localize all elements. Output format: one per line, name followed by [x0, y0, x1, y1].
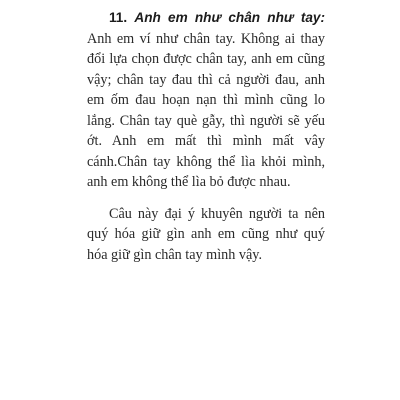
entry-body: Anh em ví như chân tay. Không ai thay đổi lựa chọn được chân tay, anh em cũng vậy; chân tay đau thì cả người đau, anh em ốm đau hoạn nạn thì mình cũng lo lắng. Chân tay què gẫy, thì người sẽ yếu ớt. Anh em mất thì mình mất vây cánh.Chân tay không thể lìa khỏi mình, anh em không thể lìa bỏ được nhau.: [87, 30, 325, 190]
entry-paragraph: [87, 8, 325, 193]
entry-title: Anh em như chân như tay:: [134, 10, 326, 25]
explanation-paragraph: Câu này đại ý khuyên người ta nên quý hóa giữ gìn anh em cũng như quý hóa giữ gìn chân tay mình vậy.: [87, 205, 325, 263]
entry-heading: [109, 10, 325, 25]
entry-number: 11.: [109, 10, 128, 25]
text-block: [87, 8, 325, 265]
